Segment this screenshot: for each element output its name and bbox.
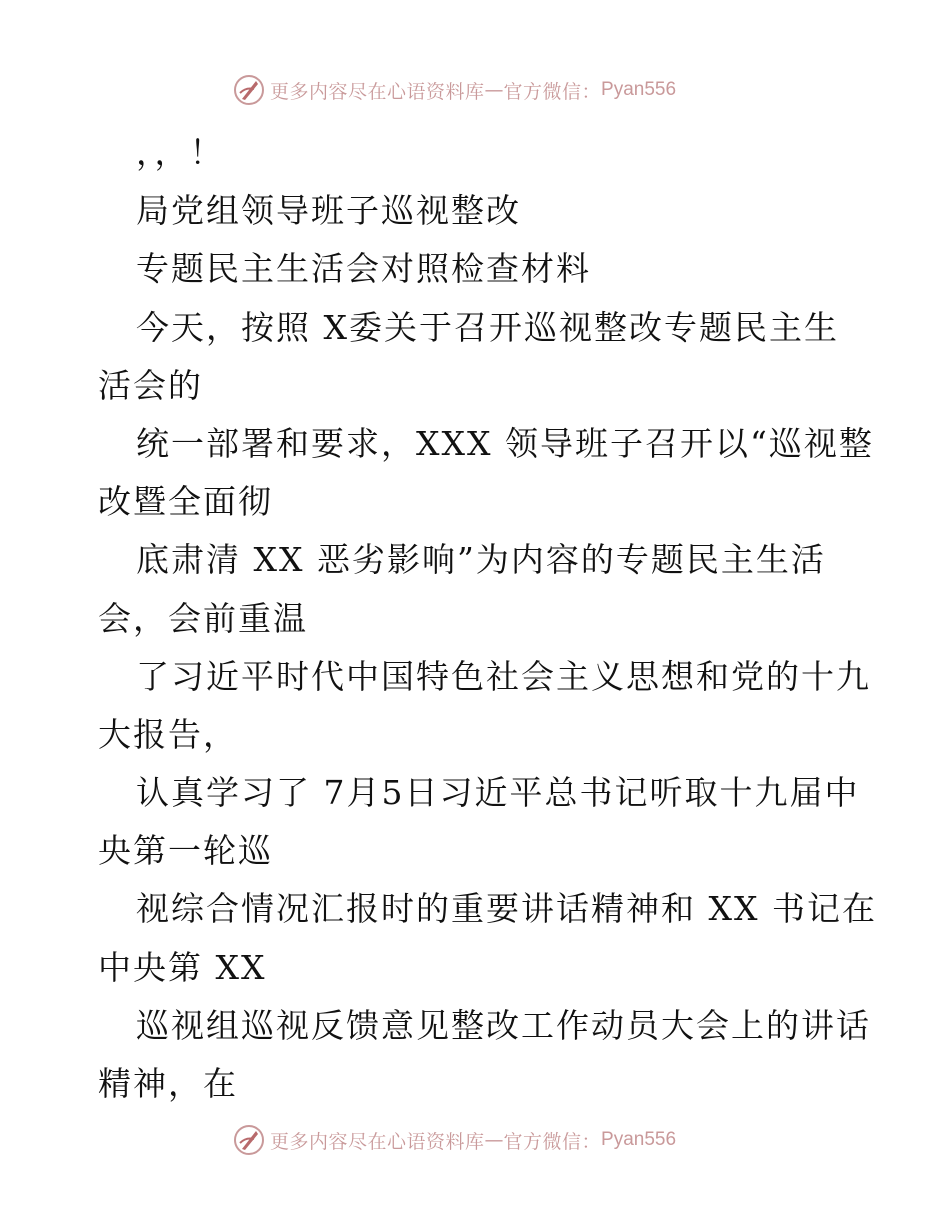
banner-wechat-label: 官方微信： xyxy=(503,1130,602,1153)
body-line: 会，会前重温 xyxy=(98,598,308,638)
document-subtitle: 专题民主生活会对照检查材料 xyxy=(136,249,591,289)
banner-separator: — xyxy=(484,79,504,101)
footer-watermark-banner xyxy=(232,1122,676,1158)
quill-pen-logo-icon xyxy=(232,73,266,107)
body-line: 了习近平时代中国特色社会主义思想和党的十九 xyxy=(136,656,871,696)
body-line: 活会的 xyxy=(98,365,203,405)
banner-wechat-label: 官方微信： xyxy=(503,80,602,103)
document-title: 局党组领导班子巡视整改 xyxy=(136,191,521,231)
body-line: 大报告， xyxy=(98,714,238,754)
body-line: 巡视组巡视反馈意见整改工作动员大会上的讲话 xyxy=(136,1005,871,1045)
body-line: 精神，在 xyxy=(98,1064,238,1103)
quill-pen-logo-icon xyxy=(232,1123,266,1157)
banner-wechat-id: Pyan556 xyxy=(601,1129,677,1150)
body-line: 今天，按照 X委关于召开巡视整改专题民主生 xyxy=(136,307,839,347)
body-line: 统一部署和要求，XXX 领导班子召开以“巡视整 xyxy=(136,423,874,463)
body-line: 认真学习了 7月5日习近平总书记听取十九届中 xyxy=(136,773,860,813)
body-line: 改暨全面彻 xyxy=(98,482,273,522)
banner-wechat-id: Pyan556 xyxy=(601,79,677,100)
body-line: 中央第 XX xyxy=(98,947,267,987)
header-watermark-banner xyxy=(232,72,676,108)
body-line: ，，！ xyxy=(136,133,225,172)
body-line: 央第一轮巡 xyxy=(98,831,273,871)
banner-separator: — xyxy=(484,1129,504,1151)
body-line: 视综合情况汇报时的重要讲话精神和 XX 书记在 xyxy=(136,889,877,929)
banner-text: 更多内容尽在心语资料库 xyxy=(270,1130,485,1153)
body-line: 底肃清 XX 恶劣影响”为内容的专题民主生活 xyxy=(136,540,826,580)
banner-text: 更多内容尽在心语资料库 xyxy=(270,80,485,103)
document-body xyxy=(98,124,877,1113)
